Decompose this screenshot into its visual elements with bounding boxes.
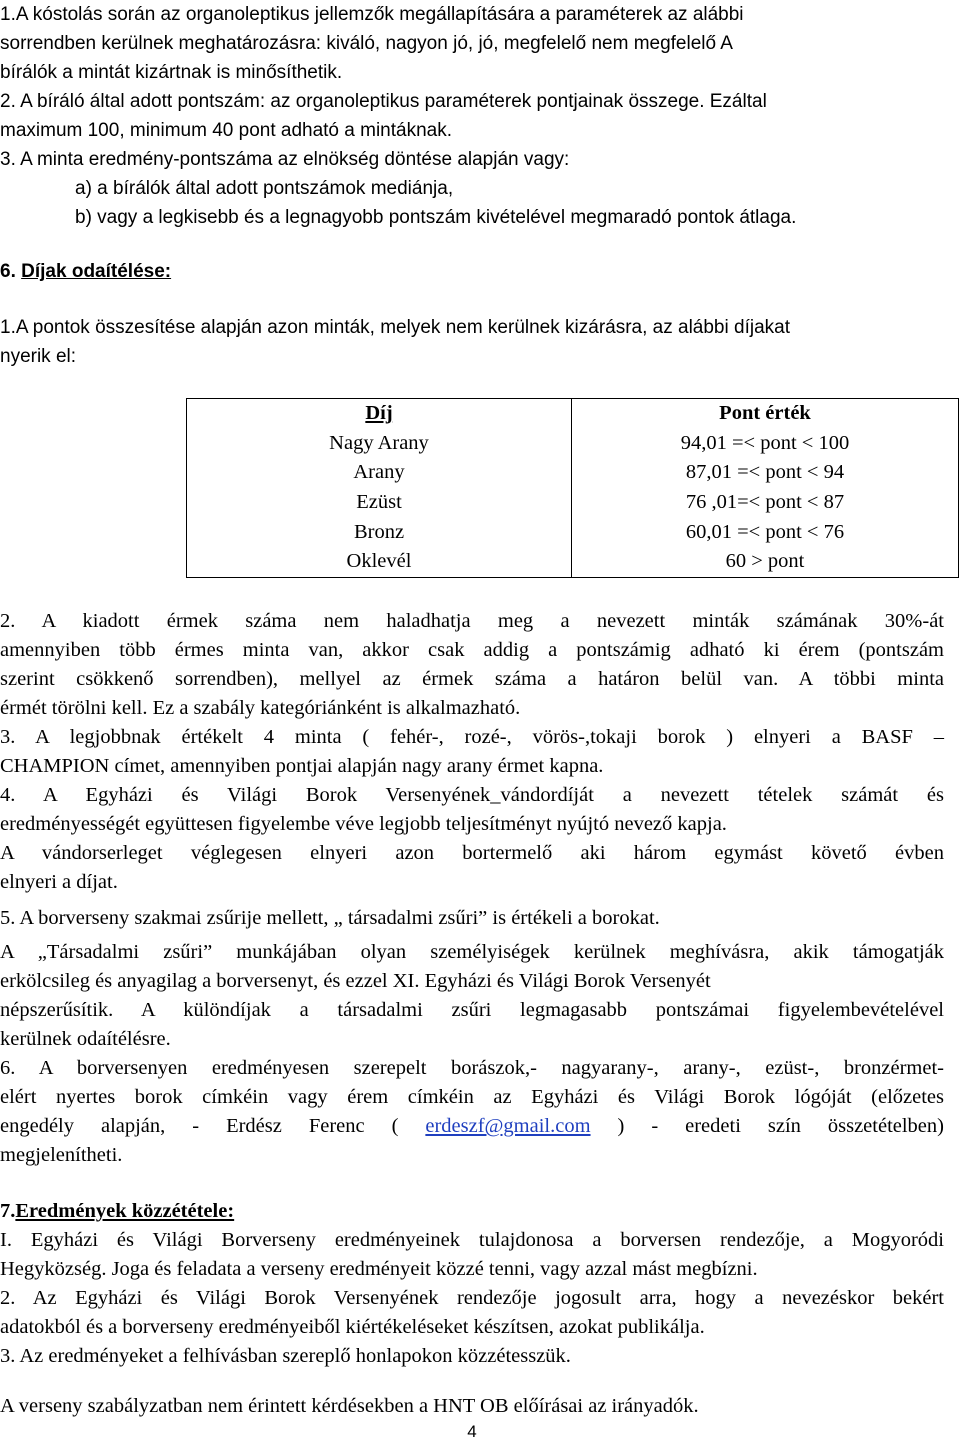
text-line: sorrendben kerülnek meghatározásra: kiváló, nagyon jó, jó, megfelelő nem megfelelő A bbox=[0, 33, 733, 54]
table-header-row bbox=[187, 399, 959, 429]
section-title: Eredmények közzététele: bbox=[15, 1200, 235, 1222]
table-cell: Arany bbox=[187, 458, 572, 488]
text-line bbox=[0, 1112, 944, 1141]
text-line: adatokból és a borverseny eredményeiből kiértékeléseket készítsen, azokat publikálja. bbox=[0, 1316, 705, 1338]
table-cell: 87,01 =< pont < 94 bbox=[572, 458, 959, 488]
text-line: eredményességét együttesen figyelembe véve legjobb teljesítményt nyújtó nevező kapja. bbox=[0, 813, 727, 835]
text-line: 2. Az Egyházi és Világi Borok Versenyének rendezője jogosult arra, hogy a nevezéskor bekért bbox=[0, 1287, 944, 1309]
text-line: CHAMPION címet, amennyiben pontjai alapján nagy arany érmet kapna. bbox=[0, 755, 604, 777]
email-link[interactable]: erdeszf@gmail.com bbox=[425, 1115, 591, 1137]
text-line: nyerik el: bbox=[0, 346, 77, 367]
footer-note: A verseny szabályzatban nem érintett kérdésekben a HNT OB előírásai az irányadók. bbox=[0, 1395, 699, 1417]
table-header-cell: Díj bbox=[187, 399, 572, 429]
text-line: megjelenítheti. bbox=[0, 1144, 123, 1166]
table-cell: Ezüst bbox=[187, 488, 572, 518]
text-line: 1.A pontok összesítése alapján azon minták, melyek nem kerülnek kizárásra, az alábbi díjakat bbox=[0, 317, 790, 338]
text-line: 3. A legjobbnak értékelt 4 minta ( fehér-, rozé-, vörös-,tokaji borok ) elnyeri a BASF – bbox=[0, 726, 944, 748]
text-line: A vándorserleget véglegesen elnyeri azon bortermelő aki három egymást követő évben bbox=[0, 842, 944, 864]
text-line: szerint csökkenő sorrendben), mellyel az érmek száma a határon belül van. A többi minta bbox=[0, 668, 944, 690]
text-line: 6. A borversenyen eredményesen szerepelt borászok,- nagyarany-, arany-, ezüst-, bronzérmet- bbox=[0, 1057, 944, 1079]
table-row bbox=[187, 429, 959, 459]
table-cell: 60 > pont bbox=[572, 547, 959, 577]
text-line: b) vagy a legkisebb és a legnagyobb pontszám kivételével megmaradó pontok átlaga. bbox=[75, 207, 797, 228]
text-line: elért nyertes borok címkéin vagy érem címkéin az Egyházi és Világi Borok lógóját (előzetes bbox=[0, 1086, 944, 1108]
section-heading bbox=[0, 257, 171, 286]
text-line: amennyiben több érmes minta van, akkor csak addig a pontszámig adható ki érem (pontszám bbox=[0, 639, 944, 661]
table-header-cell: Pont érték bbox=[572, 399, 959, 429]
text-line: népszerűsítik. A különdíjak a társadalmi zsűri legmagasabb pontszámai figyelembevételével bbox=[0, 999, 944, 1021]
text-line: kerülnek odaítélésre. bbox=[0, 1028, 171, 1050]
text-line: erkölcsileg és anyagilag a borversenyt, és ezzel XI. Egyházi és Világi Borok Versenyét bbox=[0, 970, 711, 992]
text-line: 4. A Egyházi és Világi Borok Versenyének_vándordíját a nevezett tételek számát és bbox=[0, 784, 944, 806]
text-line: 2. A kiadott érmek száma nem haladhatja meg a nevezett minták számának 30%-át bbox=[0, 610, 944, 632]
table-row bbox=[187, 517, 959, 547]
text-line: A „Társadalmi zsűri” munkájában olyan személyiségek kerülnek meghívásra, akik támogatják bbox=[0, 941, 944, 963]
table-row bbox=[187, 547, 959, 577]
table-cell: Bronz bbox=[187, 517, 572, 547]
table-cell: 94,01 =< pont < 100 bbox=[572, 429, 959, 459]
table-cell: 60,01 =< pont < 76 bbox=[572, 517, 959, 547]
text-line: elnyeri a díjat. bbox=[0, 871, 118, 893]
text-line: a) a bírálók által adott pontszámok mediánja, bbox=[75, 178, 454, 199]
text-line: maximum 100, minimum 40 pont adható a mintáknak. bbox=[0, 120, 452, 141]
table-row bbox=[187, 488, 959, 518]
text-fragment: engedély alapján, - Erdész Ferenc ( bbox=[0, 1115, 426, 1137]
section-heading bbox=[0, 1197, 234, 1226]
table-cell: 76 ,01=< pont < 87 bbox=[572, 488, 959, 518]
text-line: 1.A kóstolás során az organoleptikus jellemzők megállapítására a paraméterek az alábbi bbox=[0, 4, 744, 25]
text-line: Hegyközség. Joga és feladata a verseny eredményeit közzé tenni, vagy azzal mást megbízni. bbox=[0, 1258, 758, 1280]
text-line: I. Egyházi és Világi Borverseny eredményeinek tulajdonosa a borversen rendezője, a Mogyoródi bbox=[0, 1229, 944, 1251]
section-title: Díjak odaítélése: bbox=[21, 261, 172, 282]
prize-table bbox=[186, 398, 959, 578]
page-number: 4 bbox=[467, 1422, 477, 1441]
table-row bbox=[187, 458, 959, 488]
text-line: 3. A minta eredmény-pontszáma az elnökség döntése alapján vagy: bbox=[0, 149, 570, 170]
text-line: 5. A borverseny szakmai zsűrije mellett, „ társadalmi zsűri” is értékeli a borokat. bbox=[0, 907, 660, 929]
text-fragment: ) - eredeti szín összetételben) bbox=[590, 1115, 944, 1137]
text-line: érmét törölni kell. Ez a szabály kategóriánként is alkalmazható. bbox=[0, 697, 521, 719]
section-number: 6. bbox=[0, 261, 16, 282]
table-cell: Nagy Arany bbox=[187, 429, 572, 459]
text-line: bírálók a mintát kizártnak is minősíthetik. bbox=[0, 62, 343, 83]
text-line: 2. A bíráló által adott pontszám: az organoleptikus paraméterek pontjainak összege. Ezáltal bbox=[0, 91, 767, 112]
text-line: 3. Az eredményeket a felhívásban szereplő honlapokon közzétesszük. bbox=[0, 1345, 571, 1367]
table-cell: Oklevél bbox=[187, 547, 572, 577]
section-number: 7. bbox=[0, 1200, 16, 1222]
